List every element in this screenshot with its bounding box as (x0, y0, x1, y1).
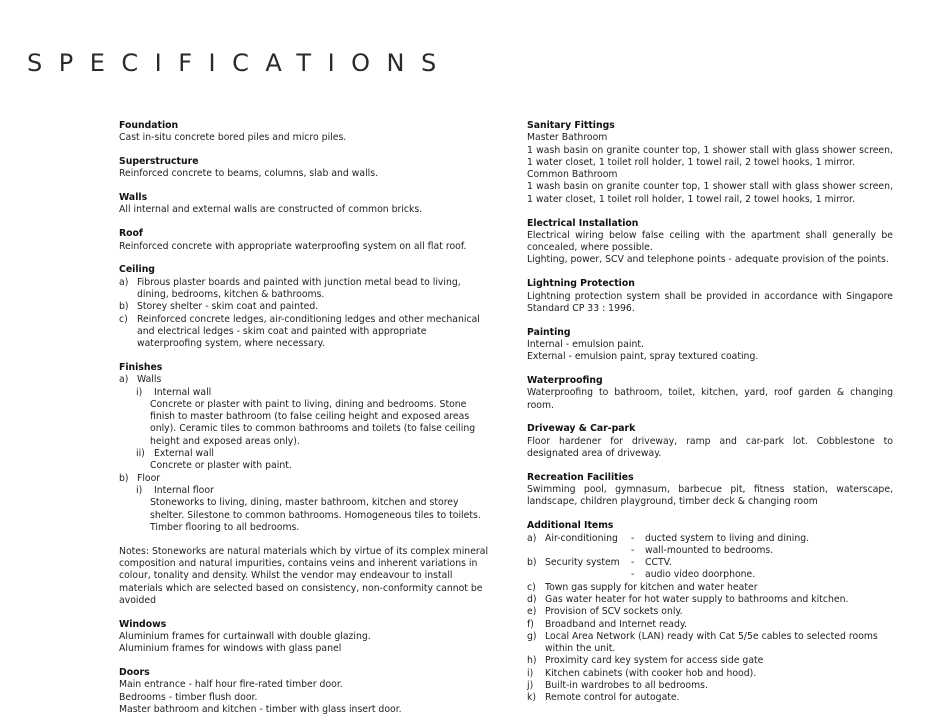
additional-item (527, 619, 893, 631)
windows-line: Aluminium frames for windows with glass panel (119, 643, 342, 655)
foundation-heading: Foundation (119, 120, 179, 131)
recreation-heading: Recreation Facilities (527, 471, 634, 483)
doors-line: Main entrance - half hour fire-rated timber door. (119, 679, 343, 691)
aircon-dash-2: - (631, 544, 635, 556)
ceiling-item (119, 301, 491, 313)
additional-item-text: Gas water heater for hot water supply to bathrooms and kitchen. (545, 594, 849, 605)
aircon-dash: - (631, 532, 635, 544)
common-bathroom-text: 1 wash basin on granite counter top, 1 shower stall with glass shower screen, 1 water closet, 1 toilet roll holder, 1 towel rail, 2 towel hooks, 1 mirror. (527, 181, 893, 205)
additional-item-text: Kitchen cabinets (with cooker hob and hood). (545, 667, 757, 679)
internal-floor-title: Internal floor (154, 484, 214, 496)
waterproofing-text: Waterproofing to bathroom, toilet, kitchen, yard, roof garden & changing room. (527, 387, 893, 411)
electrical-heading: Electrical Installation (527, 217, 639, 229)
security-label: b) (527, 557, 537, 569)
internal-floor (119, 485, 491, 497)
additional-item-label: i) (527, 667, 534, 679)
finishes-floor-label: b) (119, 472, 129, 484)
aircon-value-1: ducted system to living and dining. (645, 532, 810, 544)
ceiling-item (119, 277, 491, 302)
additional-item-text: Broadband and Internet ready. (545, 618, 688, 630)
additional-item-label: d) (527, 594, 537, 605)
windows-section (119, 619, 491, 656)
lightning-section (527, 278, 893, 315)
security-value-1: CCTV. (645, 557, 672, 569)
roof-text: Reinforced concrete with appropriate waterproofing system on all flat roof. (119, 240, 467, 252)
security-row (527, 557, 893, 569)
master-bathroom-text: 1 wash basin on granite counter top, 1 shower stall with glass shower screen, 1 water closet, 1 toilet roll holder, 1 towel rail, 2 towel hooks, 1 mirror. (527, 144, 893, 168)
driveway-text: Floor hardener for driveway, ramp and car-park lot. Cobblestone to designated area of driveway. (527, 435, 893, 460)
additional-item (527, 582, 893, 594)
windows-line: Aluminium frames for curtainwall with double glazing. (119, 630, 371, 642)
additional-item-label: e) (527, 606, 537, 618)
additional-item-label: c) (527, 581, 536, 593)
additional-item (527, 655, 893, 667)
aircon-row-2 (527, 545, 893, 557)
sanitary-section (527, 120, 893, 206)
finishes-walls-title: Walls (137, 374, 162, 386)
aircon-name: Air-conditioning (545, 532, 618, 544)
additional-item (527, 680, 893, 692)
ceiling-item (119, 314, 491, 351)
ceiling-item-label: a) (119, 276, 129, 288)
additional-item-label: j) (527, 680, 534, 692)
finishes-walls-label: a) (119, 374, 129, 386)
foundation-section (119, 120, 491, 145)
electrical-text: Electrical wiring below false ceiling with the apartment shall generally be concealed, where possible. (527, 229, 893, 254)
walls-heading: Walls (119, 192, 148, 204)
security-row-2 (527, 569, 893, 581)
windows-heading: Windows (119, 618, 167, 630)
lightning-text: Lightning protection system shall be provided in accordance with Singapore Standard CP 33 : 1996. (527, 290, 893, 314)
additional-item (527, 606, 893, 618)
internal-wall-text: Concrete or plaster with paint to living, dining and bedrooms. Stone finish to master bathroom (to false ceiling height and exposed areas only). Ceramic tiles to common bathrooms and toilets (to false ceiling height and exposed areas only). (150, 398, 476, 447)
ceiling-item-text: Fibrous plaster boards and painted with junction metal bead to living, dining, bedrooms, kitchen & bathrooms. (137, 276, 461, 300)
waterproofing-heading: Waterproofing (527, 375, 603, 387)
additional-item-label: h) (527, 655, 537, 667)
superstructure-heading: Superstructure (119, 156, 199, 168)
roof-section (119, 228, 491, 253)
recreation-section (527, 472, 893, 509)
internal-wall-title: Internal wall (154, 386, 212, 398)
additional-item-label: k) (527, 692, 537, 704)
doors-line: Master bathroom and kitchen - timber with glass insert door. (119, 703, 402, 715)
ceiling-item-text: Storey shelter - skim coat and painted. (137, 301, 319, 313)
master-bathroom-title: Master Bathroom (527, 132, 608, 144)
superstructure-text: Reinforced concrete to beams, columns, slab and walls. (119, 168, 379, 180)
aircon-row (527, 533, 893, 545)
security-value-2: audio video doorphone. (645, 569, 756, 581)
additional-item-text: Town gas supply for kitchen and water heater (545, 581, 758, 593)
doors-line: Bedrooms - timber flush door. (119, 691, 258, 703)
additional-item-label: f) (527, 618, 534, 630)
security-dash-2: - (631, 569, 635, 581)
ceiling-item-text: Reinforced concrete ledges, air-conditioning ledges and other mechanical and electrical ledges - skim coat and painted with appropriate waterproofing system, where necessary. (137, 313, 480, 350)
internal-floor-text: Stoneworks to living, dining, master bathroom, kitchen and storey shelter. Silestone to common bathrooms. Homogeneous tiles to toilets. Timber flooring to all bedrooms. (150, 497, 481, 533)
finishes-walls (119, 374, 491, 386)
additional-heading: Additional Items (527, 520, 614, 532)
security-name: Security system (545, 557, 620, 569)
additional-item-text: Remote control for autogate. (545, 692, 680, 704)
internal-wall-label: i) (136, 386, 143, 398)
additional-item-text: Provision of SCV sockets only. (545, 606, 683, 618)
common-bathroom-title: Common Bathroom (527, 169, 618, 181)
roof-heading: Roof (119, 228, 143, 240)
doors-heading: Doors (119, 666, 150, 678)
ceiling-heading: Ceiling (119, 264, 155, 276)
sanitary-heading: Sanitary Fittings (527, 120, 615, 131)
recreation-text: Swimming pool, gymnasum, barbecue pit, fitness station, waterscape, landscape, children playground, timber deck & changing room (527, 484, 893, 508)
electrical-section (527, 218, 893, 267)
additional-item (527, 631, 893, 656)
doors-section (119, 667, 491, 716)
finishes-section (119, 362, 491, 534)
security-dash: - (631, 557, 635, 569)
walls-text: All internal and external walls are constructed of common bricks. (119, 204, 423, 216)
foundation-text: Cast in-situ concrete bored piles and micro piles. (119, 132, 347, 144)
left-column (119, 120, 491, 728)
external-wall (119, 448, 491, 460)
driveway-section (527, 423, 893, 460)
ceiling-section (119, 264, 491, 350)
external-wall-text: Concrete or plaster with paint. (150, 460, 292, 472)
painting-line-1: Internal - emulsion paint. (527, 338, 644, 350)
notes-section (119, 546, 491, 607)
finishes-floor (119, 473, 491, 485)
external-wall-label: ii) (136, 448, 145, 460)
additional-item-text: Proximity card key system for access side gate (545, 655, 764, 667)
painting-section (527, 327, 893, 364)
painting-line-2: External - emulsion paint, spray textured coating. (527, 351, 759, 363)
additional-item-text: Built-in wardrobes to all bedrooms. (545, 680, 708, 692)
additional-item-label: g) (527, 630, 537, 642)
additional-item (527, 594, 893, 606)
additional-item (527, 668, 893, 680)
additional-section (527, 520, 893, 704)
ceiling-item-label: b) (119, 301, 129, 313)
waterproofing-section (527, 375, 893, 412)
electrical-text-2: Lighting, power, SCV and telephone points - adequate provision of the points. (527, 254, 889, 266)
painting-heading: Painting (527, 326, 571, 338)
aircon-value-2: wall-mounted to bedrooms. (645, 544, 774, 556)
finishes-heading: Finishes (119, 361, 163, 373)
page-title: SPECIFICATIONS (27, 49, 453, 77)
notes-text: Notes: Stoneworks are natural materials which by virtue of its complex mineral composition and natural impurities, contains veins and inherent variations in colour, tonality and density. Whilst the vendor may endeavour to install materials which are selected based on consistency, non-conformity cannot be avoided (119, 545, 489, 606)
finishes-floor-title: Floor (137, 472, 161, 484)
additional-item (527, 692, 893, 704)
lightning-heading: Lightning Protection (527, 278, 635, 290)
aircon-label: a) (527, 532, 537, 544)
ceiling-item-label: c) (119, 313, 128, 325)
additional-item-text: Local Area Network (LAN) ready with Cat 5/5e cables to selected rooms within the unit. (545, 630, 878, 655)
right-column (527, 120, 893, 716)
driveway-heading: Driveway & Car-park (527, 423, 636, 435)
internal-floor-label: i) (136, 484, 143, 496)
internal-wall (119, 387, 491, 399)
walls-section (119, 192, 491, 217)
superstructure-section (119, 156, 491, 181)
external-wall-title: External wall (154, 448, 214, 460)
